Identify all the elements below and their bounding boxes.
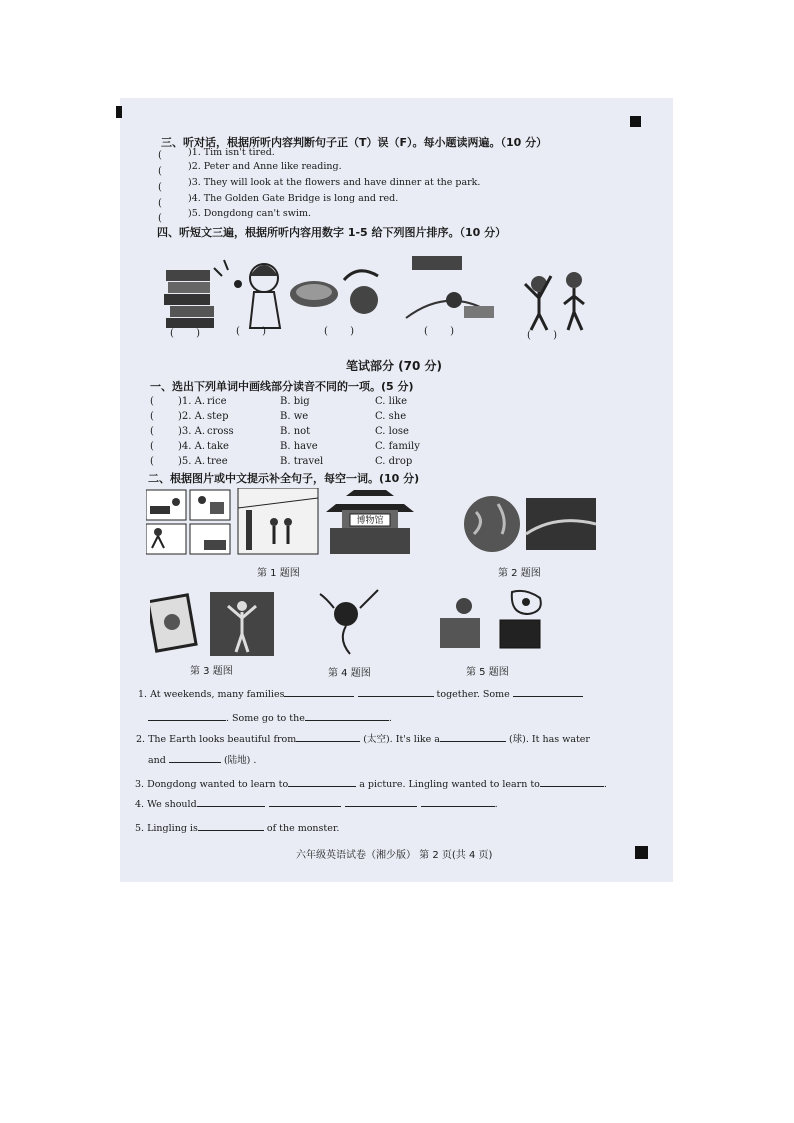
answer-paren: ( ) xyxy=(324,326,355,337)
sentence-2: 2. The Earth looks beautiful from (太空). It's like a (球). It has water xyxy=(136,731,590,745)
part3-heading: 三、听对话，根据所听内容判断句子正（T）误（F）。每小题读两遍。（10 分） xyxy=(161,136,548,149)
answer-paren: ( xyxy=(150,396,154,407)
answer-blank[interactable] xyxy=(288,776,356,787)
girl-dancing-icon xyxy=(210,592,274,656)
exam-page xyxy=(120,98,673,882)
corner-mark xyxy=(635,846,648,859)
caption-5: 第 5 题图 xyxy=(466,667,509,678)
answer-paren: ( xyxy=(150,411,154,422)
museum-sign: 博物馆 xyxy=(356,516,384,526)
option-b: B. big xyxy=(280,396,310,407)
option-a: rice xyxy=(207,396,227,407)
option-a: tree xyxy=(207,456,228,467)
answer-blank[interactable] xyxy=(421,796,495,807)
option-a: cross xyxy=(207,426,234,437)
corner-mark xyxy=(630,116,641,127)
answer-blank[interactable] xyxy=(296,731,360,742)
caption-1: 第 1 题图 xyxy=(257,568,300,579)
answer-paren: ( ) xyxy=(170,328,201,339)
option-c: C. drop xyxy=(375,456,413,467)
answer-paren: ( ) xyxy=(424,326,455,337)
answer-blank[interactable] xyxy=(345,796,417,807)
answer-paren: ( xyxy=(150,426,154,437)
option-number: )5. A. xyxy=(178,456,206,467)
answer-paren: ( ) xyxy=(527,330,558,341)
family-activities-icon xyxy=(146,490,230,554)
caption-2: 第 2 题图 xyxy=(498,568,541,579)
written-title: 笔试部分 (70 分) xyxy=(346,359,443,373)
sec2-pictures-row1 xyxy=(146,488,596,558)
sentence-5: 5. Lingling is of the monster. xyxy=(135,820,339,834)
answer-paren: ( xyxy=(150,441,154,452)
answer-paren: ( xyxy=(158,166,162,177)
answer-paren: ( xyxy=(158,150,162,161)
part3-item-5: )5. Dongdong can't swim. xyxy=(188,208,311,219)
food-plate-icon xyxy=(290,271,378,314)
part4-pictures xyxy=(164,248,594,340)
girl-singing-icon xyxy=(214,260,280,328)
road-landscape-icon xyxy=(526,498,596,550)
part3-item-3: )3. They will look at the flowers and have dinner at the park. xyxy=(188,177,481,188)
option-b: B. we xyxy=(280,411,309,422)
answer-blank[interactable] xyxy=(440,731,506,742)
option-c: C. lose xyxy=(375,426,409,437)
monster-tree-icon xyxy=(320,590,378,654)
option-a: take xyxy=(207,441,229,452)
option-number: )3. A. xyxy=(178,426,206,437)
sec1-heading: 一、选出下列单词中画线部分读音不同的一项。(5 分) xyxy=(150,380,414,393)
answer-blank[interactable] xyxy=(513,686,583,697)
painting-icon xyxy=(150,595,196,651)
option-b: B. have xyxy=(280,441,318,452)
sentence-2-cont: and (陆地) . xyxy=(148,752,256,766)
option-number: )1. A. xyxy=(178,396,206,407)
answer-blank[interactable] xyxy=(540,776,604,787)
answer-blank[interactable] xyxy=(305,710,389,721)
option-a: step xyxy=(207,411,229,422)
answer-paren: ( xyxy=(158,213,162,224)
books-icon xyxy=(164,270,214,328)
option-number: )4. A. xyxy=(178,441,206,452)
option-c: C. family xyxy=(375,441,420,452)
answer-blank[interactable] xyxy=(197,796,265,807)
museum-building-icon xyxy=(326,490,414,554)
answer-blank[interactable] xyxy=(269,796,341,807)
part3-item-4: )4. The Golden Gate Bridge is long and red. xyxy=(188,193,399,204)
answer-paren: ( xyxy=(150,456,154,467)
answer-paren: ( ) xyxy=(236,326,267,337)
option-c: C. she xyxy=(375,411,407,422)
sec2-pictures-row2 xyxy=(150,588,570,658)
answer-paren: ( xyxy=(158,198,162,209)
caption-3: 第 3 题图 xyxy=(190,666,233,677)
girl-watching-tv-icon xyxy=(440,591,541,648)
caption-4: 第 4 题图 xyxy=(328,668,371,679)
option-b: B. not xyxy=(280,426,311,437)
answer-paren: ( xyxy=(158,182,162,193)
part3-item-1: )1. Tim isn't tired. xyxy=(188,147,275,158)
corner-mark xyxy=(116,106,122,118)
part3-item-2: )2. Peter and Anne like reading. xyxy=(188,161,342,172)
answer-blank[interactable] xyxy=(358,686,434,697)
sleeping-girl-icon xyxy=(406,256,494,318)
answer-blank[interactable] xyxy=(198,820,264,831)
answer-blank[interactable] xyxy=(169,752,221,763)
sentence-3: 3. Dongdong wanted to learn to a picture. Lingling wanted to learn to . xyxy=(135,776,607,790)
earth-icon xyxy=(464,496,520,552)
sentence-1: 1. At weekends, many families together. Some xyxy=(138,686,583,700)
sentence-1-cont: . Some go to the . xyxy=(148,710,392,724)
part4-heading: 四、听短文三遍，根据所听内容用数字 1-5 给下列图片排序。（10 分） xyxy=(157,226,507,239)
option-c: C. like xyxy=(375,396,408,407)
answer-blank[interactable] xyxy=(284,686,354,697)
option-number: )2. A. xyxy=(178,411,206,422)
kids-exercising-icon xyxy=(525,272,584,330)
sentence-4: 4. We should . xyxy=(135,796,498,810)
sec2-heading: 二、根据图片或中文提示补全句子，每空一词。(10 分) xyxy=(148,472,420,485)
option-b: B. travel xyxy=(280,456,324,467)
street-scene-icon xyxy=(238,488,318,554)
page-footer: 六年级英语试卷（湘少版） 第 2 页(共 4 页) xyxy=(296,850,493,861)
answer-blank[interactable] xyxy=(148,710,226,721)
